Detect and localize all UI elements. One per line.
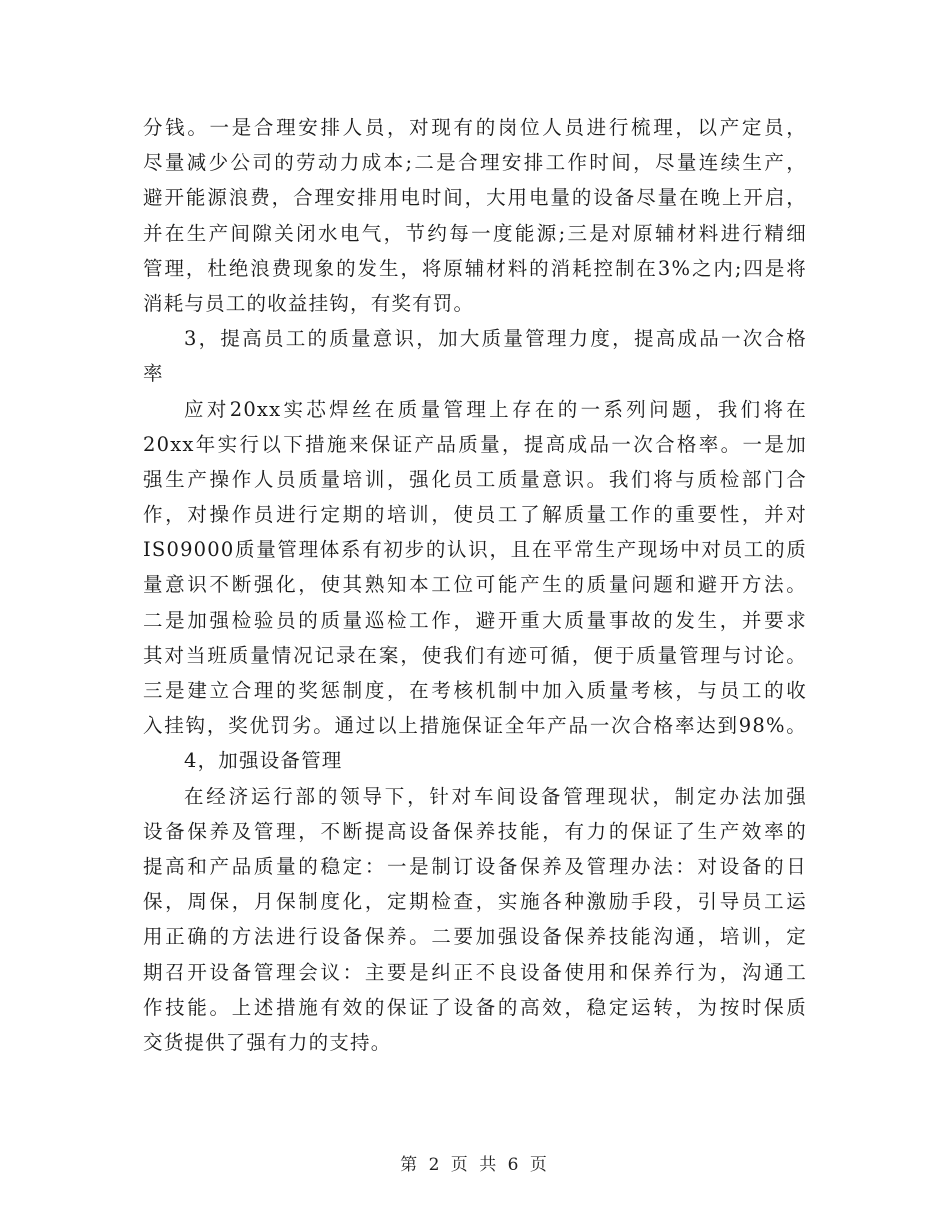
text-line: 二是加强检验员的质量巡检工作，避开重大质量事故的发生，并要求 xyxy=(143,608,807,632)
text-line: 分钱。一是合理安排人员，对现有的岗位人员进行梳理，以产定员， xyxy=(143,116,807,139)
text-line: 并在生产间隙关闭水电气，节约每一度能源;三是对原辅材料进行精细 xyxy=(143,221,807,245)
text-line: 避开能源浪费，合理安排用电时间，大用电量的设备尽量在晚上开启， xyxy=(143,186,807,210)
section-heading-continuation: 率 xyxy=(143,362,164,386)
text-line: 作技能。上述措施有效的保证了设备的高效，稳定运转，为按时保质 xyxy=(143,995,807,1019)
text-line: 在经济运行部的领导下，针对车间设备管理现状，制定办法加强 xyxy=(184,784,807,808)
text-line: 量意识不断强化，使其熟知本工位可能产生的质量问题和避开方法。 xyxy=(143,573,807,597)
text-line: 强生产操作人员质量培训，强化员工质量意识。我们将与质检部门合 xyxy=(143,467,807,491)
text-line: 设备保养及管理，不断提高设备保养技能，有力的保证了生产效率的 xyxy=(143,819,807,843)
text-line: 提高和产品质量的稳定：一是制订设备保养及管理办法：对设备的日 xyxy=(143,854,807,878)
text-line: 三是建立合理的奖惩制度，在考核机制中加入质量考核，与员工的收 xyxy=(143,679,807,702)
text-line: 入挂钩，奖优罚劣。通过以上措施保证全年产品一次合格率达到98%。 xyxy=(143,714,807,738)
text-line: 20xx年实行以下措施来保证产品质量，提高成品一次合格率。一是加 xyxy=(143,432,807,456)
section-heading: 4，加强设备管理 xyxy=(184,749,343,773)
text-line: 用正确的方法进行设备保养。二要加强设备保养技能沟通，培训，定 xyxy=(143,925,807,949)
text-line: 期召开设备管理会议：主要是纠正不良设备使用和保养行为，沟通工 xyxy=(143,960,807,984)
text-line: 应对20xx实芯焊丝在质量管理上存在的一系列问题，我们将在 xyxy=(184,397,807,421)
text-line: 作，对操作员进行定期的培训，使员工了解质量工作的重要性，并对 xyxy=(143,503,807,527)
text-line: 管理，杜绝浪费现象的发生，将原辅材料的消耗控制在3%之内;四是将 xyxy=(143,256,807,280)
page-number-footer: 第 2 页 共 6 页 xyxy=(400,1155,550,1175)
text-line: 其对当班质量情况记录在案，使我们有迹可循，便于质量管理与讨论。 xyxy=(143,643,807,667)
text-line: 消耗与员工的收益挂钩，有奖有罚。 xyxy=(143,291,475,315)
text-line: 尽量减少公司的劳动力成本;二是合理安排工作时间，尽量连续生产， xyxy=(143,151,807,175)
text-line: IS09000质量管理体系有初步的认识，且在平常生产现场中对员工的质 xyxy=(143,538,807,562)
text-line: 交货提供了强有力的支持。 xyxy=(143,1030,392,1054)
document-body xyxy=(143,110,807,1060)
section-heading: 3，提高员工的质量意识，加大质量管理力度，提高成品一次合格 xyxy=(184,327,807,351)
text-line: 保，周保，月保制度化，定期检查，实施各种激励手段，引导员工运 xyxy=(143,890,807,914)
